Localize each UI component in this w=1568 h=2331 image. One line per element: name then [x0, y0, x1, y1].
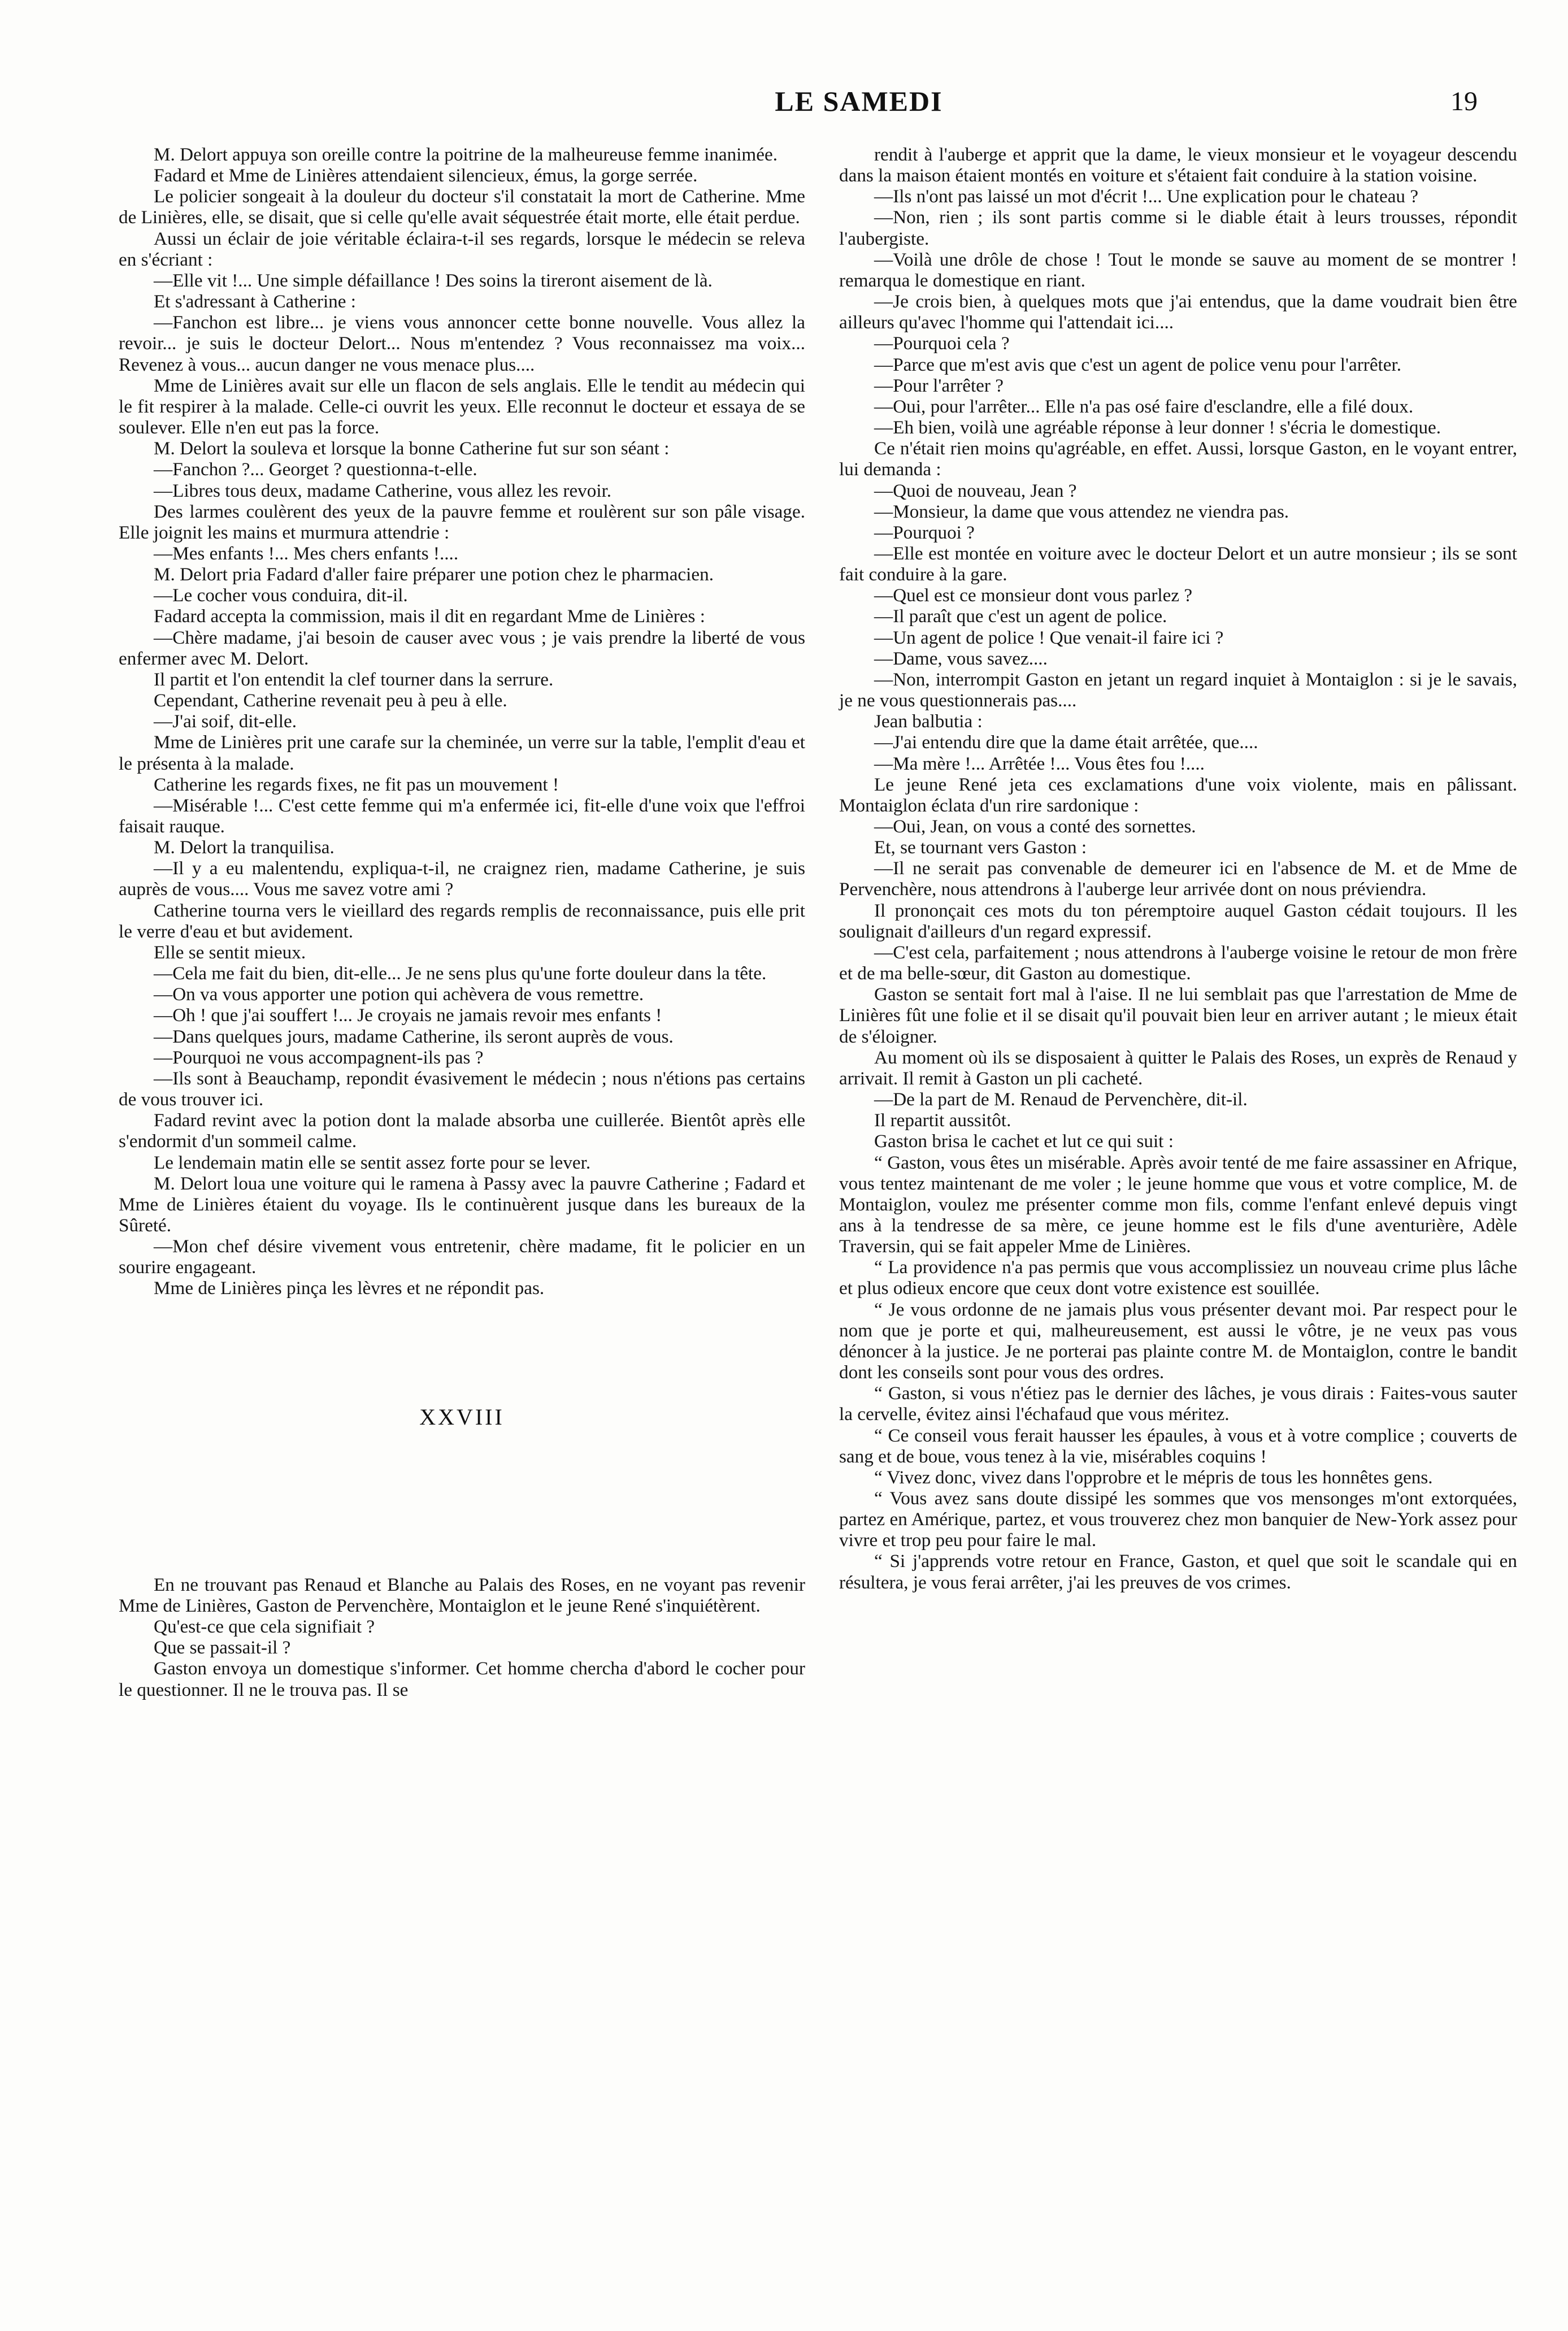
paragraph: —Ils n'ont pas laissé un mot d'écrit !... Une explication pour le chateau ? [874, 186, 1419, 207]
paragraph: Gaston brisa le cachet et lut ce qui suit : [874, 1131, 1174, 1152]
paragraph: Au moment où ils se disposaient à quitter le Palais des Roses, un exprès de Renaud y arrivait. Il remit à Gaston un pli cacheté. [839, 1047, 1517, 1089]
paragraph: M. Delort appuya son oreille contre la poitrine de la malheureuse femme inanimée. [154, 144, 778, 165]
paragraph: Catherine les regards fixes, ne fit pas un mouvement ! [154, 774, 559, 795]
paragraph: —Oui, Jean, on vous a conté des sornettes. [874, 816, 1196, 837]
paragraph: —J'ai soif, dit-elle. [154, 711, 297, 732]
paragraph: —Pourquoi cela ? [874, 333, 1010, 354]
paragraph: Il prononçait ces mots du ton péremptoire auquel Gaston cédait toujours. Il les soulignait d'ailleurs d'un regard expressif. [839, 900, 1517, 942]
paragraph: “ Gaston, vous êtes un misérable. Après avoir tenté de me faire assassiner en Afrique, vous tentez maintenant de me voler ; le jeune homme que vous et votre complice, M. de Montaiglon, voulez me présenter comme mon fils, comme l'enfant enlevé depuis vingt ans à la tendresse de sa mère, ce jeune homme est le fils d'une aventurière, Adèle Traversin, qui se fait appeler Mme de Linières. [839, 1152, 1517, 1257]
paragraph: —Non, interrompit Gaston en jetant un regard inquiet à Montaiglon : si je le savais, je ne vous questionnerais pas.... [839, 669, 1517, 711]
paragraph: Et, se tournant vers Gaston : [874, 837, 1087, 858]
paragraph: —Dame, vous savez.... [874, 648, 1048, 669]
page-number: 19 [1450, 86, 1478, 116]
paragraph: Des larmes coulèrent des yeux de la pauvre femme et roulèrent sur son pâle visage. Elle joignit les mains et murmura attendrie : [119, 501, 805, 543]
paragraph: rendit à l'auberge et apprit que la dame, le vieux monsieur et le voyageur descendu dans la maison étaient montés en voiture et s'étaient fait conduire à la station voisine. [839, 144, 1517, 186]
paragraph: “ La providence n'a pas permis que vous accomplissiez un nouveau crime plus lâche et plus odieux encore que ceux dont votre existence est souillée. [839, 1257, 1517, 1299]
chapter-title: XXVIII [419, 1404, 505, 1430]
paragraph: —Fanchon est libre... je viens vous annoncer cette bonne nouvelle. Vous allez la revoir... je suis le docteur Delort... Nous m'entendez ? Vous reconnaissez ma voix... Revenez à vous... aucun danger ne vous menace plus.... [119, 312, 805, 375]
paragraph: M. Delort la tranquilisa. [154, 837, 335, 858]
paragraph: Elle se sentit mieux. [154, 941, 306, 963]
paragraph: —Mes enfants !... Mes chers enfants !.... [154, 542, 459, 564]
paragraph: —De la part de M. Renaud de Pervenchère, dit-il. [874, 1089, 1248, 1110]
paragraph: Mme de Linières pinça les lèvres et ne répondit pas. [154, 1278, 545, 1299]
paragraph: —Mon chef désire vivement vous entretenir, chère madame, fit le policier en un sourire engageant. [119, 1236, 805, 1278]
paragraph: “ Gaston, si vous n'étiez pas le dernier des lâches, je vous dirais : Faites-vous sauter la cervelle, évitez ainsi l'échafaud que vous méritez. [839, 1383, 1517, 1425]
paragraph: Mme de Linières avait sur elle un flacon de sels anglais. Elle le tendit au médecin qui le fit respirer à la malade. Celle-ci ouvrit les yeux. Elle reconnut le docteur et essaya de se soulever. Elle n'en eut pas la force. [119, 375, 805, 439]
paragraph: —Non, rien ; ils sont partis comme si le diable était à leurs trousses, répondit l'aubergiste. [839, 207, 1517, 249]
paragraph: Qu'est-ce que cela signifiait ? [154, 1616, 375, 1638]
paragraph: —Elle vit !... Une simple défaillance ! Des soins la tireront aisement de là. [154, 270, 713, 291]
paragraph: Gaston se sentait fort mal à l'aise. Il ne lui semblait pas que l'arrestation de Mme de Linières fût une folie et il se disait qu'il pouvait bien leur en arriver autant ; le mieux était de s'éloigner. [839, 984, 1517, 1047]
paragraph: —Monsieur, la dame que vous attendez ne viendra pas. [874, 501, 1289, 522]
paragraph: En ne trouvant pas Renaud et Blanche au Palais des Roses, en ne voyant pas revenir Mme de Linières, Gaston de Pervenchère, Montaiglon et le jeune René s'inquiétèrent. [119, 1574, 805, 1616]
running-head: LE SAMEDI [775, 85, 943, 117]
paragraph: Mme de Linières prit une carafe sur la cheminée, un verre sur la table, l'emplit d'eau et le présenta à la malade. [119, 732, 805, 774]
paragraph: —Je crois bien, à quelques mots que j'ai entendus, que la dame voudrait bien être ailleurs qu'avec l'homme qui l'attendait ici.... [839, 291, 1517, 333]
paragraph: —Parce que m'est avis que c'est un agent de police venu pour l'arrêter. [874, 354, 1402, 375]
paragraph: —Ma mère !... Arrêtée !... Vous êtes fou !.... [874, 753, 1205, 774]
paragraph: Le jeune René jeta ces exclamations d'une voix violente, mais en pâlissant. Montaiglon éclata d'un rire sardonique : [839, 774, 1517, 816]
paragraph: Catherine tourna vers le vieillard des regards remplis de reconnaissance, puis elle prit le verre d'eau et but avidement. [119, 900, 805, 942]
paragraph: —Quoi de nouveau, Jean ? [874, 480, 1077, 501]
paragraph: —Il y a eu malentendu, expliqua-t-il, ne craignez rien, madame Catherine, je suis auprès de vous.... Vous me savez votre ami ? [119, 858, 805, 900]
paragraph: M. Delort pria Fadard d'aller faire préparer une potion chez le pharmacien. [154, 564, 714, 585]
paragraph: —Dans quelques jours, madame Catherine, ils seront auprès de vous. [154, 1026, 674, 1047]
paragraph: Aussi un éclair de joie véritable éclaira-t-il ses regards, lorsque le médecin se releva en s'écriant : [119, 228, 805, 270]
paragraph: “ Vous avez sans doute dissipé les sommes que vos mensonges m'ont extorquées, partez en Amérique, partez, et vous trouverez chez mon banquier de New-York assez pour vivre et trop peu pour faire le mal. [839, 1488, 1517, 1551]
paragraph: Ce n'était rien moins qu'agréable, en effet. Aussi, lorsque Gaston, en le voyant entrer, lui demanda : [839, 438, 1517, 480]
paragraph: —J'ai entendu dire que la dame était arrêtée, que.... [874, 732, 1258, 753]
paragraph: —Pour l'arrêter ? [874, 375, 1004, 396]
paragraph: M. Delort loua une voiture qui le ramena à Passy avec la pauvre Catherine ; Fadard et Mme de Linières étaient du voyage. Ils le continuèrent jusque dans les bureaux de la Sûreté. [119, 1173, 805, 1236]
paragraph: Jean balbutia : [874, 711, 983, 732]
paragraph: —Ils sont à Beauchamp, repondit évasivement le médecin ; nous n'étions pas certains de vous trouver ici. [119, 1067, 805, 1110]
paragraph: —Il paraît que c'est un agent de police. [874, 606, 1167, 627]
paragraph: Le policier songeait à la douleur du docteur s'il constatait la mort de Catherine. Mme de Linières, elle, se disait, que si celle qu'elle avait séquestrée était morte, elle était perdue. [119, 186, 805, 228]
paragraph: —Chère madame, j'ai besoin de causer avec vous ; je vais prendre la liberté de vous enfermer avec M. Delort. [119, 627, 805, 669]
paragraph: —Un agent de police ! Que venait-il faire ici ? [874, 627, 1224, 648]
paragraph: —On va vous apporter une potion qui achèvera de vous remettre. [154, 984, 644, 1005]
paragraph: Il partit et l'on entendit la clef tourner dans la serrure. [154, 669, 554, 690]
paragraph: —Oui, pour l'arrêter... Elle n'a pas osé faire d'esclandre, elle a filé doux. [874, 396, 1414, 417]
paragraph: —Oh ! que j'ai souffert !... Je croyais ne jamais revoir mes enfants ! [154, 1005, 662, 1026]
paragraph: M. Delort la souleva et lorsque la bonne Catherine fut sur son séant : [154, 438, 670, 459]
paragraph: —Quel est ce monsieur dont vous parlez ? [874, 585, 1193, 606]
paragraph: Que se passait-il ? [154, 1637, 291, 1659]
paragraph: Et s'adressant à Catherine : [154, 291, 357, 312]
paragraph: —Pourquoi ? [874, 522, 975, 543]
paragraph: —Voilà une drôle de chose ! Tout le monde se sauve au moment de se montrer ! remarqua le domestique en riant. [839, 249, 1517, 291]
paragraph: Le lendemain matin elle se sentit assez forte pour se lever. [154, 1152, 591, 1173]
left-column [119, 144, 805, 1700]
paragraph: Cependant, Catherine revenait peu à peu à elle. [154, 690, 507, 711]
paragraph: “ Je vous ordonne de ne jamais plus vous présenter devant moi. Par respect pour le nom que je porte et qui, malheureusement, est aussi le vôtre, je ne veux pas vous dénoncer à la justice. Je ne porterai pas plainte contre M. de Montaiglon, contre le bandit dont les conseils sont pour vous des ordres. [839, 1299, 1517, 1383]
paragraph: —C'est cela, parfaitement ; nous attendrons à l'auberge voisine le retour de mon frère et de ma belle-sœur, dit Gaston au domestique. [839, 941, 1517, 984]
paragraph: “ Si j'apprends votre retour en France, Gaston, et quel que soit le scandale qui en résultera, je vous ferai arrêter, j'ai les preuves de vos crimes. [839, 1551, 1517, 1593]
paragraph: —Elle est montée en voiture avec le docteur Delort et un autre monsieur ; ils se sont fait conduire à la gare. [839, 542, 1517, 585]
paragraph: —Libres tous deux, madame Catherine, vous allez les revoir. [154, 480, 612, 501]
paragraph: —Eh bien, voilà une agréable réponse à leur donner ! s'écria le domestique. [874, 417, 1441, 439]
paragraph: —Cela me fait du bien, dit-elle... Je ne sens plus qu'une forte douleur dans la tête. [154, 963, 767, 984]
paragraph: —Fanchon ?... Georget ? questionna-t-elle. [154, 459, 477, 480]
paragraph: —Misérable !... C'est cette femme qui m'a enfermée ici, fit-elle d'une voix que l'effroi faisait rauque. [119, 795, 805, 837]
paragraph: —Il ne serait pas convenable de demeurer ici en l'absence de M. et de Mme de Pervenchère, nous attendrons à l'auberge leur arrivée dont on nous préviendra. [839, 858, 1517, 900]
paragraph: Fadard accepta la commission, mais il dit en regardant Mme de Linières : [154, 606, 705, 627]
paragraph: Fadard revint avec la potion dont la malade absorba une cuillerée. Bientôt après elle s'endormit d'un sommeil calme. [119, 1110, 805, 1152]
paragraph: Gaston envoya un domestique s'informer. Cet homme chercha d'abord le cocher pour le questionner. Il ne le trouva pas. Il se [119, 1658, 805, 1700]
paragraph: —Le cocher vous conduira, dit-il. [154, 585, 408, 606]
paragraph: Il repartit aussitôt. [874, 1110, 1011, 1131]
paragraph: “ Ce conseil vous ferait hausser les épaules, à vous et à votre complice ; couverts de sang et de boue, vous tenez à la vie, misérables coquins ! [839, 1425, 1517, 1467]
paragraph: —Pourquoi ne vous accompagnent-ils pas ? [154, 1047, 484, 1068]
paragraph: “ Vivez donc, vivez dans l'opprobre et le mépris de tous les honnêtes gens. [874, 1466, 1433, 1488]
paragraph: Fadard et Mme de Linières attendaient silencieux, émus, la gorge serrée. [154, 165, 698, 186]
right-column [839, 144, 1517, 1593]
